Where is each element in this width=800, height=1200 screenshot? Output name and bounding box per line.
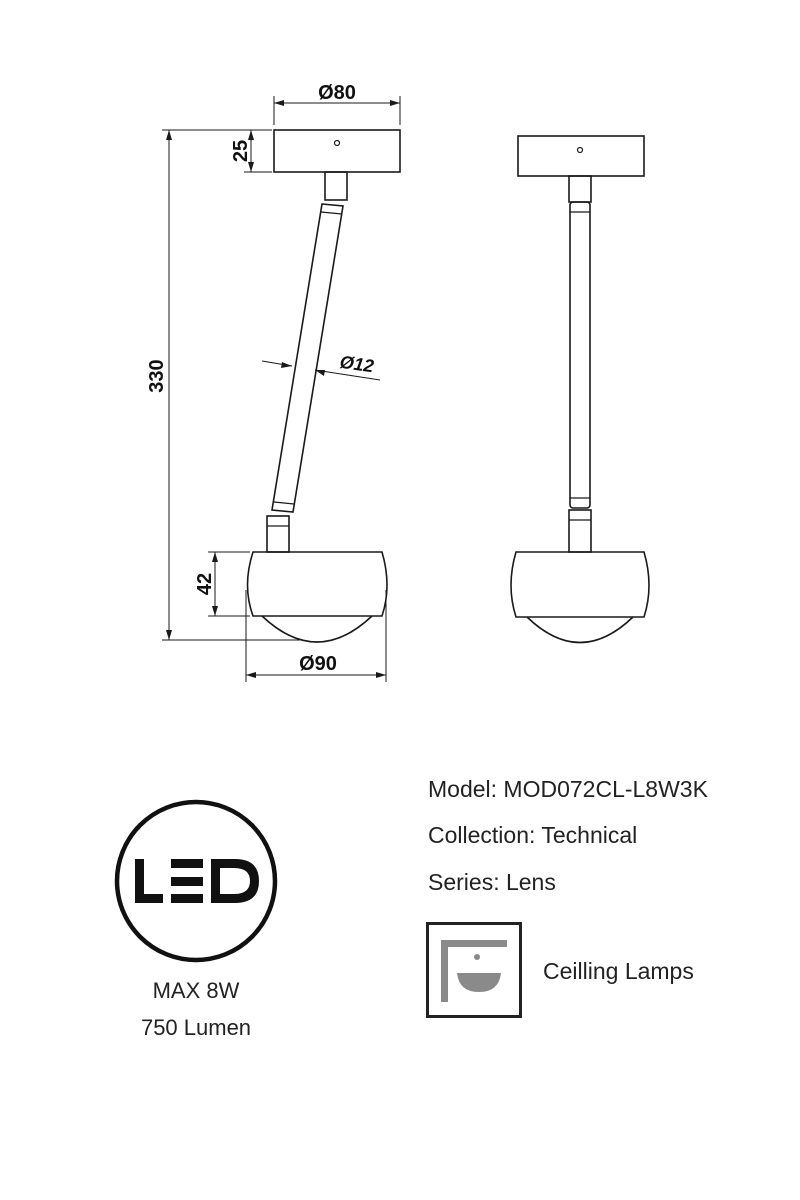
- collection-text: Collection: Technical: [428, 822, 638, 848]
- side-base-hole: [335, 141, 340, 146]
- front-rod: [570, 202, 590, 508]
- front-base: [518, 136, 644, 176]
- dim-head-diameter: Ø90: [299, 653, 337, 675]
- side-lens: [262, 616, 372, 642]
- front-connector-bottom: [569, 510, 591, 552]
- side-connector-top: [325, 172, 347, 200]
- model-text: Model: MOD072CL-L8W3K: [428, 776, 708, 802]
- side-connector-bottom: [267, 516, 289, 552]
- ceiling-lamp-icon: [426, 922, 522, 1018]
- side-head: [248, 552, 388, 616]
- series-text: Series: Lens: [428, 869, 556, 895]
- dim-rod-diameter: Ø12: [338, 351, 376, 377]
- side-rod: [272, 204, 343, 512]
- front-connector-top: [569, 176, 591, 202]
- dim-head-height: 42: [194, 572, 216, 596]
- side-base: [274, 130, 400, 172]
- front-lens: [527, 617, 633, 643]
- category-label: Ceilling Lamps: [543, 958, 694, 984]
- front-head: [511, 552, 649, 617]
- lumen-rating: 750 Lumen: [140, 1015, 252, 1040]
- dim-base-height: 25: [230, 139, 252, 163]
- led-logo: [113, 798, 279, 964]
- front-base-hole: [578, 148, 583, 153]
- dim-total-height: 330: [146, 359, 168, 393]
- dim-top-diameter: Ø80: [318, 82, 356, 104]
- power-rating: MAX 8W: [152, 978, 240, 1003]
